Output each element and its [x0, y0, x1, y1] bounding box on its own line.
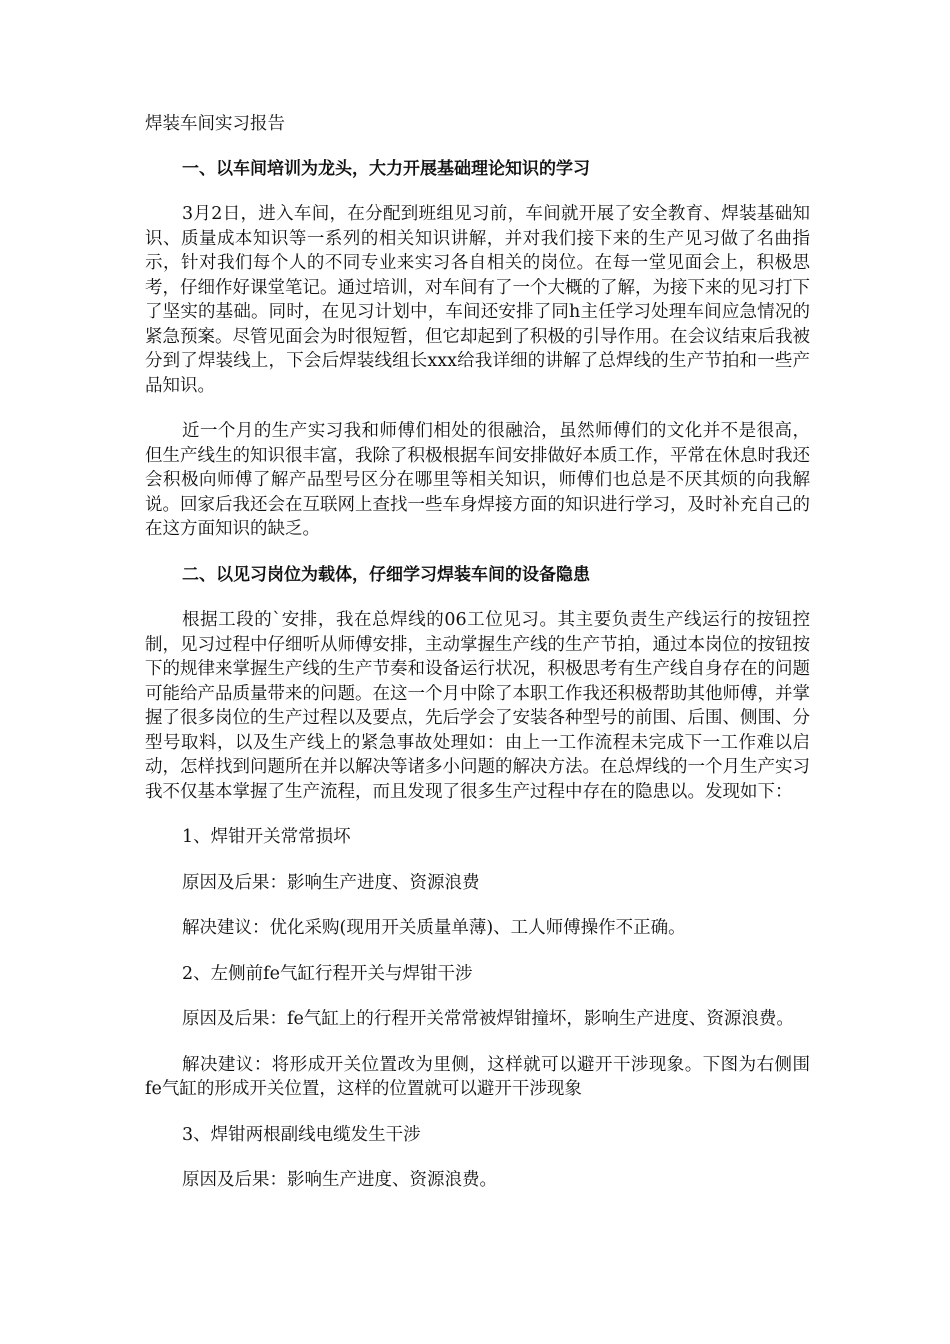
issue-1-suggestion: 解决建议：优化采购(现用开关质量单薄)、工人师傅操作不正确。	[182, 918, 686, 938]
issue-3-title: 3、焊钳两根副线电缆发生干涉	[182, 1124, 421, 1145]
section-1-heading: 一、以车间培训为龙头，大力开展基础理论知识的学习	[182, 158, 590, 179]
issue-2-cause: 原因及后果：fe气缸上的行程开关常常被焊钳撞坏，影响生产进度、资源浪费。	[182, 1009, 794, 1029]
issue-2-title: 2、左侧前fe气缸行程开关与焊钳干涉	[182, 963, 473, 984]
section-1-paragraph-2: 近一个月的生产实习我和师傅们相处的很融洽，虽然师傅们的文化并不是很高，但生产线生的知识很丰富，我除了积极根据车间安排做好本质工作，平常在休息时我还会积极向师傅了解产品型号区分在哪里等相关知识，师傅们也总是不厌其烦的向我解说。回家后我还会在互联网上查找一些车身焊接方面的知识进行学习，及时补充自己的在这方面知识的缺乏。	[145, 421, 810, 539]
document-title: 焊装车间实习报告	[145, 114, 285, 134]
document-page	[145, 112, 810, 1193]
issue-2-suggestion: 解决建议：将形成开关位置改为里侧，这样就可以避开干涉现象。下图为右侧围fe气缸的形成开关位置，这样的位置就可以避开干涉现象	[145, 1054, 810, 1099]
section-2-heading: 二、以见习岗位为载体，仔细学习焊装车间的设备隐患	[182, 564, 590, 585]
section-1-paragraph-1: 3月2日，进入车间，在分配到班组见习前，车间就开展了安全教育、焊装基础知识、质量成本知识等一系列的相关知识讲解，并对我们接下来的生产见习做了名曲指示，针对我们每个人的不同专业来实习各自相关的岗位。在每一堂见面会上，积极思考，仔细作好课堂笔记。通过培训，对车间有了一个大概的了解，为接下来的见习打下了坚实的基础。同时，在见习计划中，车间还安排了同h主任学习处理车间应急情况的紧急预案。尽管见面会为时很短暂，但它却起到了积极的引导作用。在会议结束后我被分到了焊装线上，下会后焊装线组长xxx给我详细的讲解了总焊线的生产节拍和一些产品知识。	[145, 204, 810, 396]
issue-1-title: 1、焊钳开关常常损坏	[182, 827, 351, 847]
issue-3-cause: 原因及后果：影响生产进度、资源浪费。	[182, 1170, 497, 1190]
issue-1-cause: 原因及后果：影响生产进度、资源浪费	[182, 872, 480, 893]
section-2-intro: 根据工段的`安排，我在总焊线的06工位见习。其主要负责生产线运行的按钮控制，见习过程中仔细听从师傅安排，主动掌握生产线的生产节拍，通过本岗位的按钮按下的规律来掌握生产线的生产节奏和设备运行状况，积极思考有生产线自身存在的问题可能给产品质量带来的问题。在这一个月中除了本职工作我还积极帮助其他师傅，并掌握了很多岗位的生产过程以及要点，先后学会了安装各种型号的前围、后围、侧围、分型号取料，以及生产线上的紧急事故处理如：由上一工作流程未完成下一工作难以启动，怎样找到问题所在并以解决等诸多小问题的解决方法。在总焊线的一个月生产实习我不仅基本掌握了生产流程，而且发现了很多生产过程中存在的隐患以。发现如下：	[145, 610, 810, 802]
